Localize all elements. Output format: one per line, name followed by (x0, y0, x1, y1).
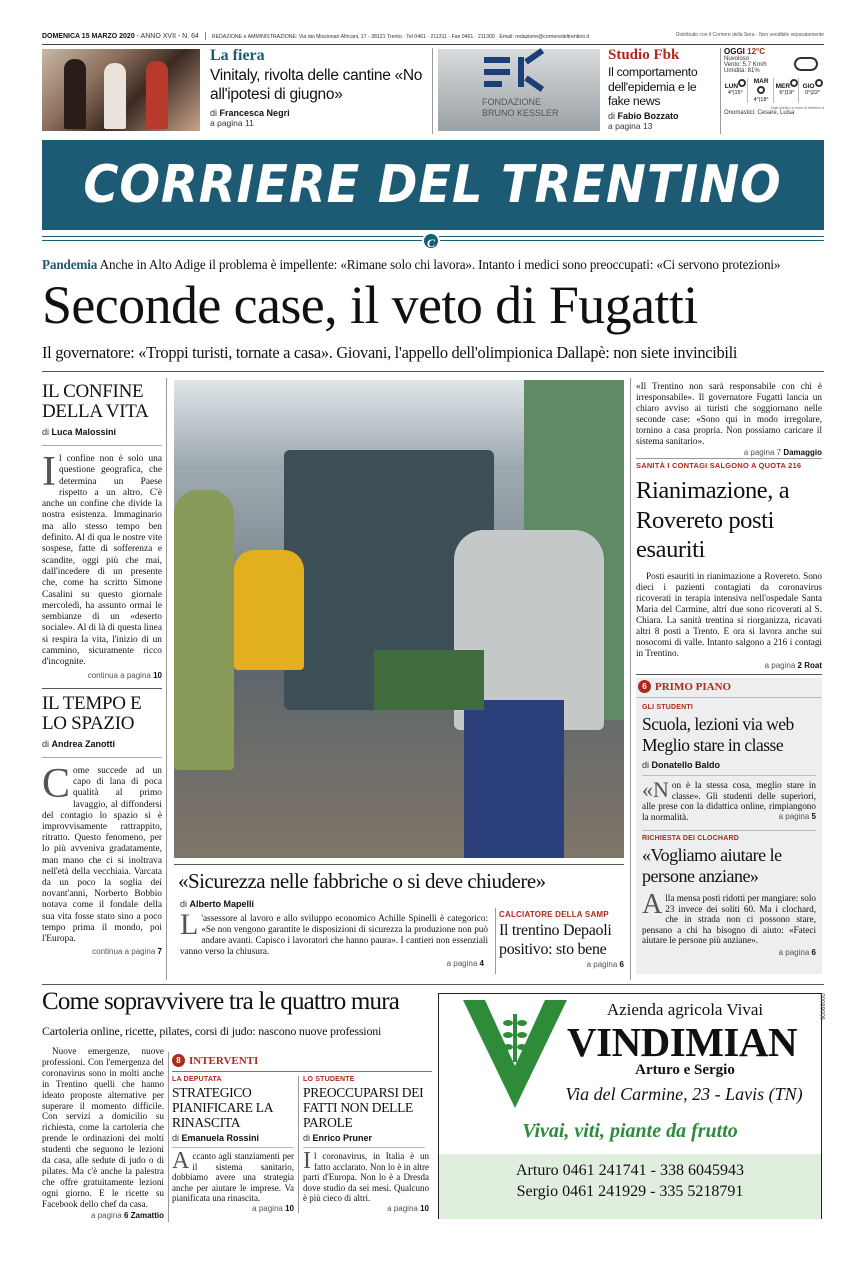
section-number-icon: 6 (638, 680, 651, 693)
bottom-deck: Cartoleria online, ricette, pilates, corsi di judo: nascono nuove professioni (42, 1024, 382, 1038)
interventi[interactable] (172, 1054, 432, 1222)
primo-piano[interactable]: 6 PRIMO PIANO GLI STUDENTI Scuola, lezioni via web Meglio stare in classe di Donatello Baldo «Non è la stessa cosa, meglio stare in classe». Gli studenti delle superiori, alle prese con la didattica online, rimpiangono la normalità. a pagina 5 RICHIESTA DEI CLOCHARD «Vogliamo aiutare le persone anziane» Alla mensa posti ridotti per mangiare: solo 23 invece dei soliti 60. Ma i clochard, che in strada non ci possono stare, pensano a chi ha bisogno di aiuto: «Fateci aiutare le persone più anziane». a pagina 6 (636, 678, 822, 974)
top-bar (42, 32, 824, 44)
photo-story[interactable]: «Sicurezza nelle fabbriche o si deve chiudere» di Alberto Mapelli L 'assessore al lavoro e allo sviluppo economico Achille Spinelli è categorico: «Se non vengono garantite le disposizioni di sicurezza la produzione non può andare avanti. Capisco i lavoratori che hanno paura». I cantieri non essenziali vanno verso la chiusura. a pagina 4 (178, 869, 546, 968)
ad-owners: Arturo e Sergio (635, 1062, 735, 1078)
issue-date: DOMENICA 15 MARZO 2020 (42, 32, 135, 40)
dropcap: I (303, 1148, 311, 1174)
studenti-body: on è la stessa cosa, meglio stare in classe». Gli studenti delle superiori, alle prese con la didattica online, rimpiangono la normalità. (642, 780, 816, 822)
ad-code: 00089006 (819, 993, 825, 1020)
teaser-headline[interactable]: Vinitaly, rivolta delle cantine «No all'ipotesi di giugno» (210, 67, 423, 103)
weather-condition: Nuvoloso (724, 56, 750, 62)
sun-icon (790, 79, 798, 87)
teaser-fbk-ref: a pagina 13 (608, 120, 653, 131)
ad-brand: VINDIMIAN (567, 1019, 798, 1065)
editorial-author: Andrea Zanotti (51, 739, 116, 749)
depaoli-headline[interactable]: Il trentino Depaoli positivo: sto bene (499, 922, 612, 958)
masthead[interactable] (42, 140, 824, 230)
lead-kicker: Pandemia (42, 257, 98, 272)
editorial-headline[interactable]: IL CONFINE DELLA VITA (42, 381, 149, 422)
teaser-vinitaly[interactable]: La fiera Vinitaly, rivolta delle cantine «No all'ipotesi di giugno» di Francesca Negri a pagina 11 (210, 47, 430, 133)
editorial-headline[interactable]: IL TEMPO E LO SPAZIO (42, 693, 142, 734)
bottom-story[interactable]: Nuove emergenze, nuove professioni. Con l'emergenza del coronavirus sono in molti anche in Trentino quelli che hanno ideato proposte alternative per superare il momento difficile. Con servizi a domicilio su richiesta, come la cartoleria che prende le ordinazioni dei molti studenti che seguono le lezioni da casa, alle sedute di judo o di pilates. Ma c'è anche la palestra che offre gratuitamente lezioni ogni giorno. E le ricette su Facebook dello chef da casa. a pagina 6 Zamattio (42, 1046, 164, 1220)
ad-address: Via del Carmine, 23 - Lavis (TN) (565, 1084, 803, 1104)
intervento-headline[interactable]: STRATEGICO PIANIFICARE LA RINASCITA (172, 1085, 273, 1130)
bottom-body: Nuove emergenze, nuove professioni. Con l'emergenza del coronavirus sono in molti anche in Trentino quelli che hanno ideato proposte alternative per superare il momento difficile. Con servizi a domicilio su richiesta, come la cartoleria che prende le ordinazioni dei molti studenti che seguono le lezioni da casa, alle sedute di judo o di pilates. Ma c'è anche la palestra che offre gratuitamente lezioni ogni giorno. E le ricette su Facebook dello chef da casa. (42, 1046, 164, 1209)
dropcap: «N (642, 777, 669, 802)
ad-phone-sergio[interactable]: Sergio 0461 241929 - 335 5218791 (516, 1183, 744, 1200)
dropcap: A (172, 1148, 190, 1174)
weather-wind: Vento: 5.7 Km/h (724, 62, 767, 68)
photo-story-body: 'assessore al lavoro e allo sviluppo economico Achille Spinelli è categorico: «Se non vengono garantite le disposizioni di sicurezza la produzione non può andare avanti. Capisco i lavoratori che hanno paura». I cantieri non essenziali vanno verso la chiusura. (180, 913, 488, 956)
editorial-confine[interactable]: IL CONFINE DELLA VITA di Luca Malossini Il confine non è solo una questione geografica, che determina un Paese rispetto a un altro. C'è anche un confine che divide la nostra esistenza. Immaginario ma allo stesso tempo ben definito. Al di qua le nostre vite sospese, fatte di sofferenza e scandite, oggi più che mai, dall'incedere di un presente che, come ha scritto Simone Casalini su questo giornale mercoledì, ha assunto ormai le sembianze di un «deserto sociale». Al di là di questa linea si respira la vita, l'inizio di un cammino, sicuramente ricco d'incognite. continua a pagina 10 (42, 381, 162, 680)
rianimazione-body: Posti esauriti in rianimazione a Rovereto. Sono dieci i pazienti contagiati da coronavirus ricoverati in terapia intensiva nell'ospedale Santa Maria del Carmine, altri due sono ricoverati al S. Chiara. La sanità trentina si riorganizza, ricavati altri 8 posti a Trento. E ora si lavora anche sui nosocomi di valle. Intanto salgono a 216 i contagi in Trentino. (636, 570, 822, 658)
onomastici: Onomastici: Cesare, Luisa (724, 110, 795, 116)
editorial-author: Luca Malossini (51, 427, 117, 437)
cloud-icon (794, 57, 818, 71)
fbk-logo-text-2: BRUNO KESSLER (482, 108, 559, 118)
intervento-author: Emanuela Rossini (181, 1133, 260, 1143)
bottom-headline[interactable]: Come sopravvivere tra le quattro mura (42, 988, 400, 1015)
clochard-body: lla mensa posti ridotti per mangiare: solo 23 invece dei soliti 60. Ma i clochard, che in strada non ci possono stare, pensano a chi ha bisogno di aiuto: «Fateci aiutare le persone più anziane». (642, 893, 816, 945)
ad-slogan: Vivai, viti, piante da frutto (522, 1120, 738, 1142)
factory-photo (174, 380, 624, 858)
ad-vindimian[interactable] (438, 993, 825, 1219)
issue-edition: - ANNO XVII - N. 64 (136, 32, 199, 40)
fbk-logo-text-1: FONDAZIONE (482, 97, 542, 107)
teaser-fbk[interactable]: Studio Fbk Il comportamento dell'epidemia e le fake news di Fabio Bozzato a pagina 13 (608, 47, 720, 135)
rianimazione-story[interactable]: SANITÀ I CONTAGI SALGONO A QUOTA 216 Rianimazione, a Rovereto posti esauriti Posti esauriti in rianimazione a Rovereto. Sono dieci i pazienti contagiati da coronavirus ricoverati in terapia intensiva nell'ospedale Santa Maria del Carmine, altri due sono ricoverati al S. Chiara. La sanità trentina si riorganizza, ricavati altri 8 posti a Trento. E ora si lavora anche sui nosocomi di valle. Intanto salgono a 216 i contagi in Trentino. a pagina 2 Roat (636, 461, 822, 670)
photo-story-headline[interactable]: «Sicurezza nelle fabbriche o si deve chiudere» (178, 869, 546, 893)
photo-story-author: Alberto Mapelli (189, 899, 255, 909)
weather-day: MAR 4°|18° (750, 78, 774, 103)
weather-humidity: Umidità: 81% (724, 68, 760, 74)
studenti-headline[interactable]: Scuola, lezioni via web Meglio stare in classe (642, 714, 794, 755)
weather-source: Dati meteo a cura di Ilmeteo.it (770, 105, 824, 110)
editorial-body: ome succede ad un capo di lana di poca qualità al primo lavaggio, al diffondersi del contagio lo spazio si è improvvisamente rattrappito, ritratto. Questo fenomeno, per lo più avveniva gradatamente, man mano che ci si inoltrava nell'età della vecchiaia. Varcata da un poco la soglia dei novant'anni, Norberto Bobbio notava come il fondale della sua vita fosse stato sino a poco tempo prima il mondo, poi l'Europa. (42, 766, 162, 945)
weather-box (724, 47, 824, 135)
masthead-title: CORRIERE DEL TRENTINO (83, 155, 783, 215)
dropcap: L (180, 908, 199, 941)
editorial-tempo[interactable]: IL TEMPO E LO SPAZIO di Andrea Zanotti Come succede ad un capo di lana di poca qualità al primo lavaggio, al diffondersi del contagio lo spazio si è improvvisamente rattrappito, ritratto. Questo fenomeno, per lo più avveniva gradatamente, man mano che ci si inoltrava nell'età della vecchiaia. Varcata da un poco la soglia dei novant'anni, Norberto Bobbio notava come il fondale della sua vita fosse stato sino a poco tempo prima il mondo, poi l'Europa. continua a pagina 7 (42, 693, 162, 957)
masthead-emblem: C (422, 232, 440, 250)
teaser-ref: a pagina 11 (210, 118, 254, 128)
sun-icon (757, 86, 765, 94)
teaser-photo-vinitaly (42, 49, 200, 131)
rianimazione-headline[interactable]: Rianimazione, a Rovereto posti esauriti (636, 477, 790, 563)
ad-line1: Azienda agricola Vivai (606, 1000, 764, 1019)
lead-subhead: Pandemia Anche in Alto Adige il problema è impellente: «Rimane solo chi lavora». Intanto i medici sono preoccupati: «Ci servono protezioni» (42, 257, 781, 272)
sun-icon (738, 79, 746, 87)
depaoli-kicker: CALCIATORE DELLA SAMP (499, 910, 609, 919)
studenti-kicker: GLI STUDENTI (642, 704, 694, 711)
rianimazione-kicker: SANITÀ I CONTAGI SALGONO A QUOTA 216 (636, 461, 802, 470)
lead-body-text: «Il Trentino non sarà responsabile con chi è irresponsabile». Il governatore Fugatti lancia un chiaro avviso ai turisti che soggiornano nelle seconde case: «Sono qui in modo irregolare, tornino a casa propria. Non possiamo caricare il sistema sanitario». (636, 381, 822, 446)
weather-day: LUN 4°|15° (724, 78, 748, 103)
dropcap: C (42, 761, 71, 807)
section-title: INTERVENTI (189, 1054, 259, 1067)
teaser-author: Francesca Negri (219, 108, 290, 118)
lead-headline[interactable]: Seconde case, il veto di Fugatti (42, 275, 698, 335)
intervento-headline[interactable]: PREOCCUPARSI DEI FATTI NON DELLE PAROLE (303, 1085, 424, 1130)
lead-deck: Il governatore: «Troppi turisti, tornate a casa». Giovani, l'appello dell'olimpionica Dallapè: non siete invincibili (42, 343, 738, 362)
sun-icon (815, 79, 823, 87)
intervento-studente[interactable]: LO STUDENTE PREOCCUPARSI DEI FATTI NON DELLE PAROLE di Enrico Pruner Il coronavirus, in Italia è un fatto acclarato. Non lo è in altre parti d'Europa. Non lo è a Dresda dove studio da sei mesi. Qualcuno è più cieco di altri. a pagina 10 (303, 1076, 429, 1213)
editorial-body: l confine non è solo una questione geografica, che determina un Paese rispetto a un altro. C'è anche un confine che divide la nostra esistenza. Immaginario ma allo stesso tempo ben definito. Al di qua le nostre vite sospese, fatte di sofferenza e scandite, oggi più che mai, dall'incedere di un presente che, come ha scritto Simone Casalini su questo giornale mercoledì, ha assunto ormai le sembianze di un «deserto sociale». Al di là di questa linea si respira la vita, l'inizio di un cammino, sicuramente ricco d'incognite. (42, 454, 162, 668)
clochard-kicker: RICHIESTA DEI CLOCHARD (642, 835, 739, 842)
redazione-info: REDAZIONE e AMMINISTRAZIONE: Via dei Missionari Africani, 17 - 38121 Trento · Tel 0461 · 211311 · Fax 0461 · 211309 · Email: redazione@corrieredeltrentino.it (211, 33, 590, 40)
ad-phone-arturo[interactable]: Arturo 0461 241741 - 338 6045943 (516, 1162, 744, 1179)
clochard-headline[interactable]: «Vogliamo aiutare le persone anziane» (642, 845, 782, 886)
intervento-author: Enrico Pruner (312, 1133, 373, 1143)
teaser-fbk-kicker: Studio Fbk (608, 47, 680, 63)
weather-day: MER 6°|19° (776, 78, 800, 103)
weather-day: GIO 0°|22° (801, 78, 824, 103)
depaoli-story[interactable]: CALCIATORE DELLA SAMP Il trentino Depaoli positivo: sto bene a pagina 6 (499, 910, 624, 969)
fbk-logo (438, 49, 600, 131)
teaser-fbk-author: Fabio Bozzato (617, 110, 679, 121)
teaser-kicker: La fiera (210, 47, 265, 64)
weather-today-temp: 12°C (747, 47, 765, 56)
dropcap: I (42, 449, 56, 495)
dropcap: A (642, 889, 663, 920)
lead-body[interactable]: «Il Trentino non sarà responsabile con chi è irresponsabile». Il governatore Fugatti lancia un chiaro avviso ai turisti che soggiornano nelle seconde case: «Sono qui in modo irregolare, tornino a casa propria. Non possiamo caricare il sistema sanitario». a pagina 7 Damaggio (636, 381, 822, 457)
distribution-note: Distribuito con il Corriere della Sera - Non vendibile separatamente (675, 32, 824, 38)
intervento-deputata[interactable]: LA DEPUTATA STRATEGICO PIANIFICARE LA RINASCITA di Emanuela Rossini Accanto agli stanziamenti per il sistema sanitario, dobbiamo avere una strategia anche per aiutare le imprese. Va pianificata una rinascita. a pagina 10 (172, 1076, 294, 1213)
section-number-icon: 8 (172, 1054, 185, 1067)
studenti-author: Donatello Baldo (651, 760, 721, 770)
teaser-fbk-headline[interactable]: Il comportamento dell'epidemia e le fake news (608, 65, 698, 108)
weather-today-label: OGGI (724, 47, 745, 56)
section-title: PRIMO PIANO (655, 680, 732, 693)
